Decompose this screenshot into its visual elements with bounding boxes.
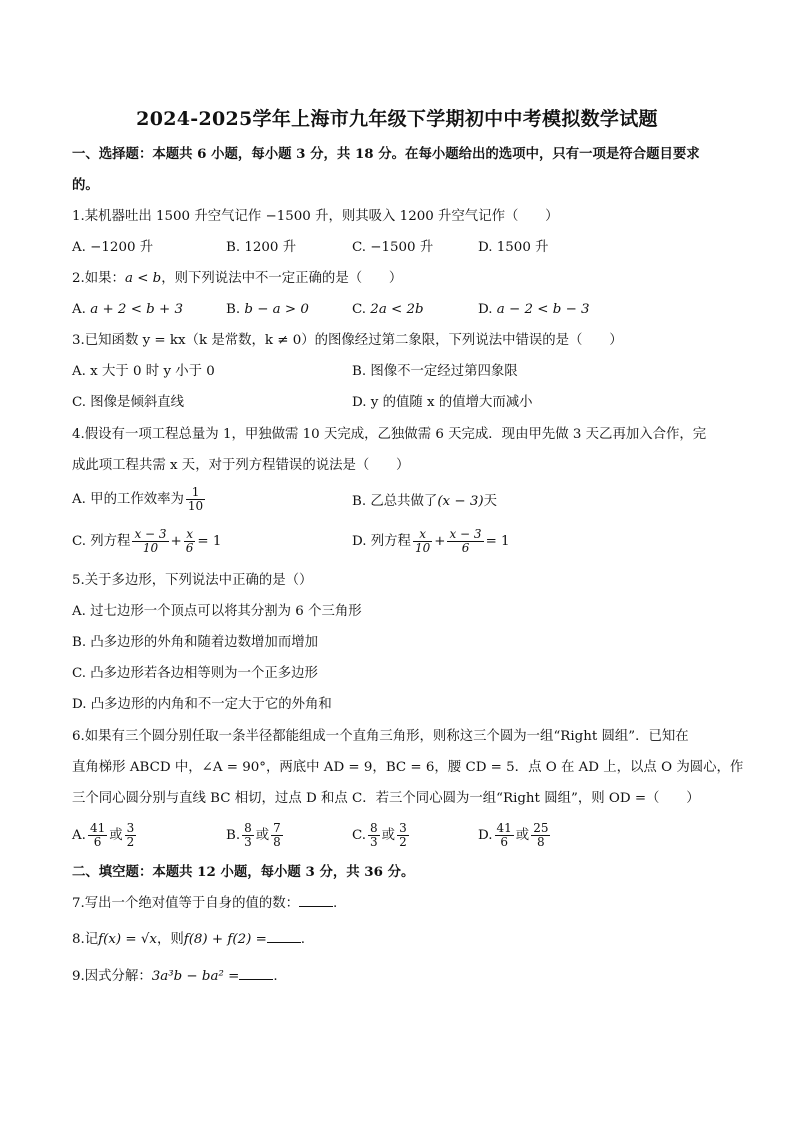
question-5-option-a: A. 过七边形一个顶点可以将其分割为 6 个三角形	[72, 604, 362, 619]
question-6-stem-line2: 直角梯形 ABCD 中，∠A = 90°，两底中 AD = 9，BC = 6，腰 CD = 5．点 O 在 AD 上，以点 O 为圆心，作	[72, 760, 744, 775]
question-7: 7.写出一个绝对值等于自身的值的数： .	[72, 896, 338, 911]
question-2-stem: 2.如果：a < b，则下列说法中不一定正确的是（ ）	[72, 271, 403, 286]
answer-blank	[267, 930, 301, 943]
question-6-option-b: B. $\frac{8}{3}$ 或 $\frac{7}{8}$	[226, 821, 281, 849]
question-4-option-d: D. 列方程 $\frac{x}{10}$ + $\frac{x - 3}{6}$ = 1	[352, 527, 510, 555]
fraction: $\frac{x}{10}$	[414, 527, 431, 555]
question-4-stem-line2: 成此项工程共需 x 天，对于列方程错误的说法是（ ）	[72, 458, 410, 473]
question-1-option-b: B. 1200 升	[226, 240, 297, 255]
question-1-option-a: A. −1200 升	[72, 240, 154, 255]
question-3-option-a: A. x 大于 0 时 y 小于 0	[72, 364, 215, 379]
question-3-option-c: C. 图像是倾斜直线	[72, 395, 185, 410]
question-2-option-b: B. b − a > 0	[226, 302, 309, 317]
question-2-option-c: C. 2a < 2b	[352, 302, 424, 317]
question-4-option-a: A. 甲的工作效率为 $\frac{1}{10}$	[72, 485, 204, 513]
question-4-option-b: B. 乙总共做了(x − 3)天	[352, 494, 497, 509]
question-6-stem-line3: 三个同心圆分别与直线 BC 相切，过点 D 和点 C．若三个同心圆为一组“Right 圆组”，则 OD =（ ）	[72, 791, 700, 806]
section-heading-choice-cont: 的。	[72, 177, 99, 193]
question-2-option-a: A. a + 2 < b + 3	[72, 302, 183, 317]
fraction: $\frac{1}{10}$	[187, 485, 204, 513]
question-3-option-d: D. y 的值随 x 的值增大而减小	[352, 395, 533, 410]
question-5-option-d: D. 凸多边形的内角和不一定大于它的外角和	[72, 697, 332, 712]
answer-blank	[299, 894, 333, 907]
fraction: $\frac{x - 3}{10}$	[134, 527, 167, 555]
question-5-option-c: C. 凸多边形若各边相等则为一个正多边形	[72, 666, 318, 681]
question-9: 9.因式分解：3a³b − ba² = .	[72, 969, 278, 984]
question-4-option-c: C. 列方程 $\frac{x - 3}{10}$ + $\frac{x}{6}$ = 1	[72, 527, 222, 555]
question-2-option-d: D. a − 2 < b − 3	[478, 302, 590, 317]
question-1-option-d: D. 1500 升	[478, 240, 549, 255]
question-6-option-d: D. $\frac{41}{6}$ 或 $\frac{25}{8}$	[478, 821, 549, 849]
section-heading-fill: 二、填空题：本题共 12 小题，每小题 3 分，共 36 分。	[72, 864, 415, 880]
page-title: 2024-2025学年上海市九年级下学期初中中考模拟数学试题	[136, 108, 658, 130]
question-5-stem: 5.关于多边形，下列说法中正确的是（）	[72, 573, 313, 588]
section-heading-choice: 一、选择题：本题共 6 小题，每小题 3 分，共 18 分。在每小题给出的选项中，只有一项是符合题目要求	[72, 146, 700, 162]
question-3-stem: 3.已知函数 y = kx（k 是常数，k ≠ 0）的图像经过第二象限，下列说法中错误的是（ ）	[72, 333, 623, 348]
answer-blank	[239, 967, 273, 980]
question-3-option-b: B. 图像不一定经过第四象限	[352, 364, 518, 379]
fraction: $\frac{x - 3}{6}$	[449, 527, 482, 555]
question-4-stem-line1: 4.假设有一项工程总量为 1，甲独做需 10 天完成，乙独做需 6 天完成．现由甲先做 3 天乙再加入合作，完	[72, 427, 707, 442]
question-1-option-c: C. −1500 升	[352, 240, 434, 255]
question-5-option-b: B. 凸多边形的外角和随着边数增加而增加	[72, 635, 318, 650]
question-6-option-c: C. $\frac{8}{3}$ 或 $\frac{3}{2}$	[352, 821, 407, 849]
question-8: 8.记f(x) = √x，则f(8) + f(2) = .	[72, 932, 306, 947]
question-6-option-a: A. $\frac{41}{6}$ 或 $\frac{3}{2}$	[72, 821, 135, 849]
question-1-stem: 1.某机器吐出 1500 升空气记作 −1500 升，则其吸入 1200 升空气记作（ ）	[72, 209, 559, 224]
question-6-stem-line1: 6.如果有三个圆分别任取一条半径都能组成一个直角三角形，则称这三个圆为一组“Right 圆组”．已知在	[72, 729, 689, 744]
fraction: $\frac{x}{6}$	[185, 527, 194, 555]
